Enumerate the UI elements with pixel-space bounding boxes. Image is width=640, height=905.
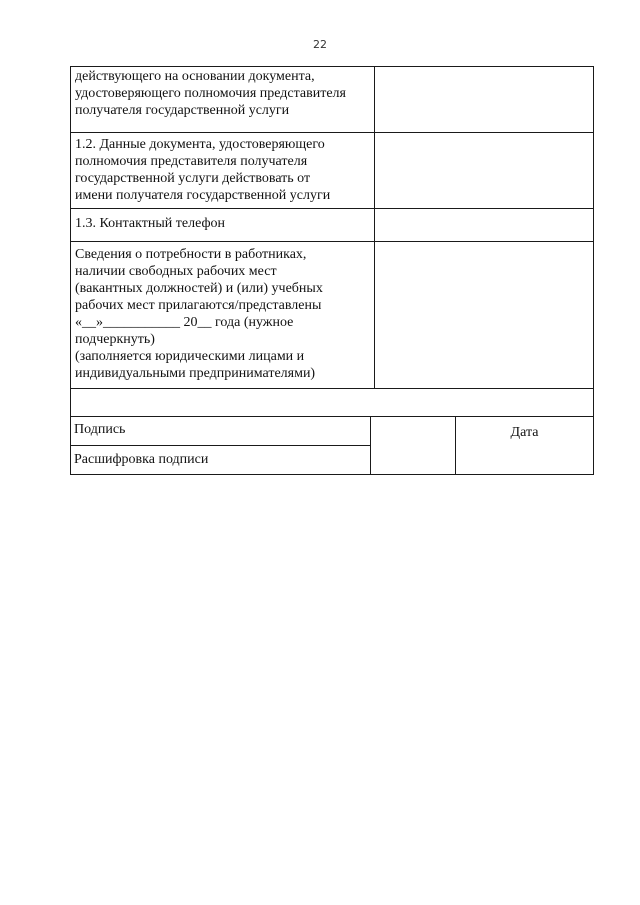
form-row-contact-phone: [71, 209, 593, 242]
contact-phone-field[interactable]: [375, 209, 593, 241]
form-row-blank: [71, 389, 593, 417]
signature-divider: [71, 445, 370, 446]
form-row-label: [71, 242, 375, 388]
form-row-value-field[interactable]: [375, 242, 593, 388]
label-line: государственной услуги действовать от: [75, 171, 311, 186]
label-line: индивидуальными предпринимателями): [75, 366, 316, 381]
form-row-value-field[interactable]: [375, 133, 593, 208]
form-row-value-field[interactable]: [375, 67, 593, 132]
label-line: (вакантных должностей) и (или) учебных: [75, 281, 323, 296]
label-line: удостоверяющего полномочия представителя: [75, 86, 346, 101]
form-row-label: [71, 133, 375, 208]
form-row-label: [71, 67, 375, 132]
form-row-document-data: [71, 133, 593, 209]
label-line: 1.2. Данные документа, удостоверяющего: [75, 137, 325, 152]
label-line: имени получателя государственной услуги: [75, 188, 331, 203]
form-row-staffing-needs: [71, 242, 593, 389]
label-line: (заполняется юридическими лицами и: [75, 349, 305, 364]
page-number: 22: [313, 38, 327, 51]
signature-decryption-label: Расшифровка подписи: [74, 452, 209, 467]
date-label: Дата: [510, 425, 539, 440]
label-line: наличии свободных рабочих мест: [75, 264, 277, 279]
label-line: подчеркнуть): [75, 332, 155, 347]
signature-field[interactable]: [370, 417, 456, 475]
form-row-representative-authority: [71, 67, 593, 133]
signature-label: Подпись: [74, 422, 126, 437]
label-line: «__»___________ 20__ года (нужное: [75, 315, 294, 330]
label-line: Сведения о потребности в работниках,: [75, 247, 307, 262]
form-row-label: [71, 209, 375, 241]
label-line: получателя государственной услуги: [75, 103, 290, 118]
label-line: 1.3. Контактный телефон: [75, 216, 226, 231]
label-line: рабочих мест прилагаются/представлены: [75, 298, 322, 313]
label-line: полномочия представителя получателя: [75, 154, 308, 169]
label-line: действующего на основании документа,: [75, 69, 315, 84]
application-form-table: [70, 66, 594, 475]
